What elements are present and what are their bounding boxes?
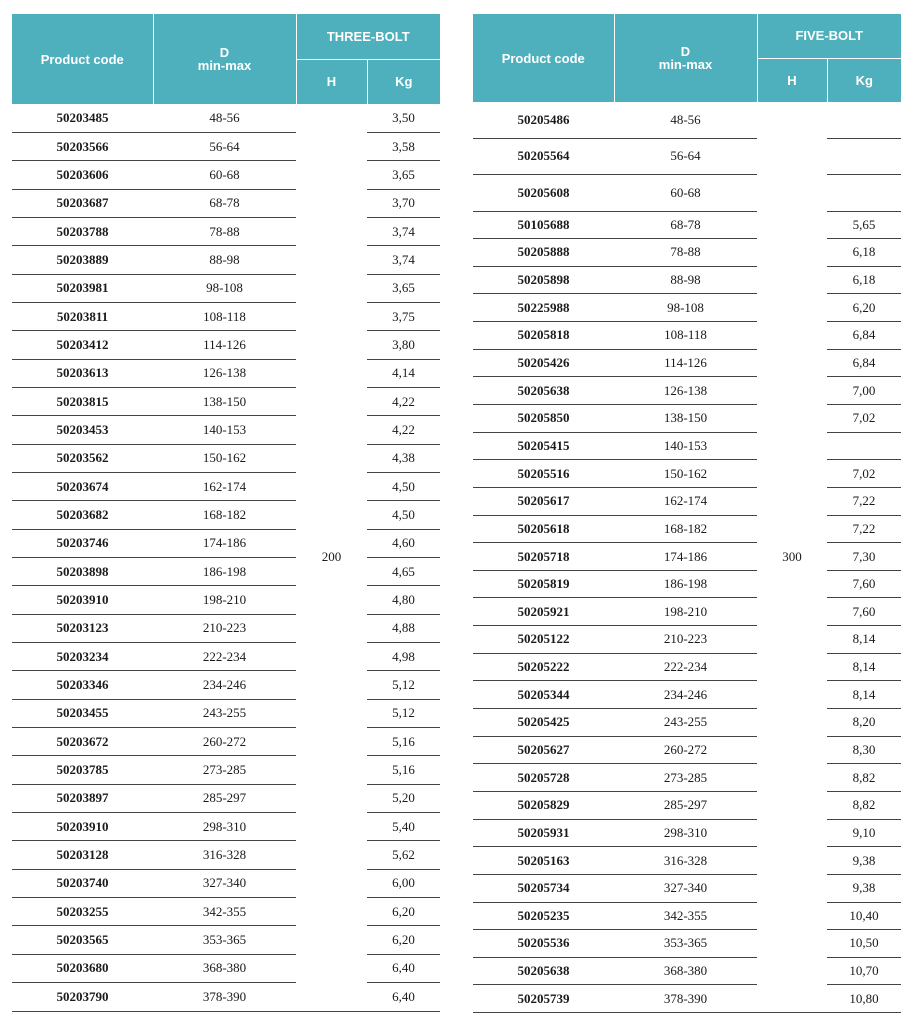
table-row	[473, 432, 901, 460]
product-code-cell: 50205728	[473, 764, 614, 792]
diameter-range-cell: 150-162	[153, 444, 296, 472]
diameter-range-cell: 48-56	[153, 104, 296, 132]
diameter-range-cell: 114-126	[153, 331, 296, 359]
weight-header: Kg	[827, 58, 901, 102]
diameter-range-cell: 243-255	[614, 709, 757, 737]
table-row	[473, 239, 901, 267]
table-row	[12, 954, 440, 982]
diameter-header-label: D	[219, 45, 230, 60]
weight-cell	[827, 102, 901, 138]
product-code-cell: 50203680	[12, 954, 153, 982]
diameter-range-cell: 298-310	[153, 813, 296, 841]
five-bolt-header	[473, 14, 901, 102]
table-row	[12, 274, 440, 302]
table-row	[12, 983, 440, 1011]
product-code-cell: 50203981	[12, 274, 153, 302]
weight-header: Kg	[367, 59, 440, 104]
table-row	[12, 189, 440, 217]
diameter-range-cell: 126-138	[153, 359, 296, 387]
product-code-cell: 50203674	[12, 472, 153, 500]
weight-cell: 3,65	[367, 274, 440, 302]
diameter-range-cell: 327-340	[614, 874, 757, 902]
diameter-range-cell: 98-108	[153, 274, 296, 302]
product-code-cell: 50205638	[473, 377, 614, 405]
weight-cell: 6,20	[367, 898, 440, 926]
product-code-cell: 50205486	[473, 102, 614, 138]
product-code-cell: 50205163	[473, 847, 614, 875]
product-code-cell: 50203682	[12, 501, 153, 529]
diameter-range-cell: 56-64	[153, 132, 296, 160]
weight-cell: 7,22	[827, 515, 901, 543]
diameter-range-cell: 68-78	[614, 211, 757, 239]
table-row	[473, 322, 901, 350]
weight-cell: 6,20	[367, 926, 440, 954]
table-row	[12, 161, 440, 189]
product-code-cell: 50203565	[12, 926, 153, 954]
weight-cell	[827, 138, 901, 175]
table-row	[12, 756, 440, 784]
diameter-range-cell: 342-355	[153, 898, 296, 926]
product-code-cell: 50205344	[473, 681, 614, 709]
diameter-range-cell: 78-88	[614, 239, 757, 267]
table-row	[473, 570, 901, 598]
weight-cell: 3,70	[367, 189, 440, 217]
diameter-range-cell: 353-365	[614, 930, 757, 958]
table-row	[473, 175, 901, 212]
diameter-range-cell: 210-223	[614, 626, 757, 654]
product-code-cell: 50225988	[473, 294, 614, 322]
product-code-cell: 50203566	[12, 132, 153, 160]
table-row	[473, 791, 901, 819]
height-value-cell: 200	[296, 104, 367, 1011]
weight-cell: 7,60	[827, 570, 901, 598]
product-code-cell: 50203687	[12, 189, 153, 217]
weight-cell: 4,88	[367, 614, 440, 642]
diameter-range-cell: 168-182	[153, 501, 296, 529]
weight-cell: 7,02	[827, 404, 901, 432]
three-bolt-table	[12, 14, 440, 1012]
table-row	[473, 294, 901, 322]
weight-cell: 5,12	[367, 671, 440, 699]
weight-cell: 3,58	[367, 132, 440, 160]
product-code-cell: 50203255	[12, 898, 153, 926]
product-code-cell: 50203811	[12, 302, 153, 330]
weight-cell: 5,16	[367, 756, 440, 784]
product-code-cell: 50203889	[12, 246, 153, 274]
weight-cell: 3,80	[367, 331, 440, 359]
table-row	[12, 699, 440, 727]
height-value-cell: 300	[757, 102, 827, 1013]
product-code-cell: 50203234	[12, 643, 153, 671]
product-code-cell: 50205617	[473, 487, 614, 515]
table-row	[473, 764, 901, 792]
weight-cell: 7,60	[827, 598, 901, 626]
diameter-range-cell: 198-210	[153, 586, 296, 614]
diameter-range-cell: 198-210	[614, 598, 757, 626]
product-code-cell: 50205426	[473, 349, 614, 377]
diameter-range-cell: 234-246	[614, 681, 757, 709]
diameter-range-cell: 210-223	[153, 614, 296, 642]
weight-cell: 4,98	[367, 643, 440, 671]
diameter-range-cell: 298-310	[614, 819, 757, 847]
weight-cell: 10,50	[827, 930, 901, 958]
table-row	[12, 472, 440, 500]
weight-cell: 3,74	[367, 217, 440, 245]
weight-cell: 5,16	[367, 728, 440, 756]
table-row	[12, 444, 440, 472]
diameter-range-cell: 273-285	[153, 756, 296, 784]
diameter-range-cell: 88-98	[614, 266, 757, 294]
diameter-range-cell: 186-198	[153, 558, 296, 586]
table-row	[473, 930, 901, 958]
table-row	[473, 377, 901, 405]
weight-cell: 3,50	[367, 104, 440, 132]
table-row	[473, 709, 901, 737]
diameter-range-cell: 353-365	[153, 926, 296, 954]
weight-cell: 4,65	[367, 558, 440, 586]
table-row	[12, 359, 440, 387]
weight-cell: 4,22	[367, 416, 440, 444]
diameter-header-label: D	[680, 44, 691, 59]
product-code-cell: 50205850	[473, 404, 614, 432]
weight-cell: 5,20	[367, 784, 440, 812]
product-code-cell: 50203815	[12, 387, 153, 415]
product-code-cell: 50205415	[473, 432, 614, 460]
table-row	[473, 138, 901, 175]
product-code-cell: 50205921	[473, 598, 614, 626]
diameter-range-cell: 168-182	[614, 515, 757, 543]
diameter-range-cell: 186-198	[614, 570, 757, 598]
table-row	[473, 874, 901, 902]
weight-cell: 8,82	[827, 764, 901, 792]
table-row	[12, 614, 440, 642]
product-code-cell: 50203562	[12, 444, 153, 472]
diameter-range-cell: 108-118	[614, 322, 757, 350]
diameter-range-cell: 342-355	[614, 902, 757, 930]
table-row	[473, 819, 901, 847]
table-row	[12, 784, 440, 812]
product-code-cell: 50203123	[12, 614, 153, 642]
table-row	[12, 217, 440, 245]
diameter-range-cell: 140-153	[614, 432, 757, 460]
table-row	[473, 543, 901, 571]
table-row	[12, 841, 440, 869]
product-code-cell: 50205734	[473, 874, 614, 902]
table-row	[473, 102, 901, 138]
diameter-range-cell: 138-150	[153, 387, 296, 415]
product-code-cell: 50203455	[12, 699, 153, 727]
weight-cell: 10,70	[827, 957, 901, 985]
diameter-range-cell: 140-153	[153, 416, 296, 444]
diameter-range-cell: 273-285	[614, 764, 757, 792]
table-row	[12, 558, 440, 586]
three-bolt-group-header: THREE-BOLT	[296, 14, 440, 59]
diameter-range-cell: 285-297	[614, 791, 757, 819]
diameter-range-cell: 88-98	[153, 246, 296, 274]
table-row	[12, 869, 440, 897]
diameter-range-cell: 378-390	[614, 985, 757, 1013]
weight-cell: 7,30	[827, 543, 901, 571]
product-code-header: Product code	[473, 14, 614, 102]
diameter-header-range: min-max	[197, 58, 252, 73]
product-code-cell: 50203898	[12, 558, 153, 586]
table-row	[473, 487, 901, 515]
table-row	[473, 985, 901, 1013]
product-code-cell: 50205516	[473, 460, 614, 488]
weight-cell: 8,14	[827, 653, 901, 681]
diameter-range-cell: 48-56	[614, 102, 757, 138]
weight-cell: 5,40	[367, 813, 440, 841]
product-code-cell: 50203746	[12, 529, 153, 557]
weight-cell: 4,22	[367, 387, 440, 415]
diameter-header	[614, 14, 757, 102]
product-code-cell: 50203613	[12, 359, 153, 387]
diameter-range-cell: 78-88	[153, 217, 296, 245]
diameter-range-cell: 378-390	[153, 983, 296, 1011]
diameter-range-cell: 150-162	[614, 460, 757, 488]
table-row	[473, 211, 901, 239]
product-code-cell: 50203606	[12, 161, 153, 189]
table-row	[473, 653, 901, 681]
weight-cell	[827, 432, 901, 460]
diameter-range-cell: 222-234	[153, 643, 296, 671]
weight-cell: 8,20	[827, 709, 901, 737]
table-row	[473, 266, 901, 294]
diameter-range-cell: 60-68	[153, 161, 296, 189]
product-code-cell: 50205819	[473, 570, 614, 598]
product-code-cell: 50203412	[12, 331, 153, 359]
table-row	[12, 302, 440, 330]
product-code-cell: 50205818	[473, 322, 614, 350]
weight-cell: 8,82	[827, 791, 901, 819]
table-row	[473, 736, 901, 764]
table-row	[12, 416, 440, 444]
table-row	[12, 104, 440, 132]
weight-cell: 6,84	[827, 349, 901, 377]
diameter-header	[153, 14, 296, 104]
weight-cell: 5,62	[367, 841, 440, 869]
diameter-range-cell: 368-380	[153, 954, 296, 982]
product-code-cell: 50203740	[12, 869, 153, 897]
table-row	[12, 643, 440, 671]
weight-cell: 6,00	[367, 869, 440, 897]
product-code-cell: 50203346	[12, 671, 153, 699]
product-code-header: Product code	[12, 14, 153, 104]
diameter-range-cell: 98-108	[614, 294, 757, 322]
product-code-cell: 50205888	[473, 239, 614, 267]
weight-cell	[827, 175, 901, 212]
diameter-range-cell: 243-255	[153, 699, 296, 727]
diameter-range-cell: 174-186	[614, 543, 757, 571]
diameter-range-cell: 234-246	[153, 671, 296, 699]
table-row	[473, 957, 901, 985]
product-code-cell: 50205122	[473, 626, 614, 654]
weight-cell: 10,40	[827, 902, 901, 930]
table-row	[12, 529, 440, 557]
diameter-range-cell: 162-174	[614, 487, 757, 515]
product-code-cell: 50205638	[473, 957, 614, 985]
product-code-cell: 50203910	[12, 813, 153, 841]
product-code-cell: 50203788	[12, 217, 153, 245]
diameter-range-cell: 316-328	[614, 847, 757, 875]
product-code-cell: 50205564	[473, 138, 614, 175]
product-code-cell: 50205931	[473, 819, 614, 847]
weight-cell: 6,18	[827, 266, 901, 294]
table-row	[473, 681, 901, 709]
table-row	[12, 501, 440, 529]
diameter-range-cell: 316-328	[153, 841, 296, 869]
diameter-range-cell: 126-138	[614, 377, 757, 405]
product-code-cell: 50205536	[473, 930, 614, 958]
weight-cell: 6,40	[367, 954, 440, 982]
weight-cell: 7,00	[827, 377, 901, 405]
product-code-cell: 50203790	[12, 983, 153, 1011]
diameter-header-range: min-max	[658, 57, 713, 72]
diameter-range-cell: 260-272	[614, 736, 757, 764]
product-code-cell: 50205898	[473, 266, 614, 294]
weight-cell: 6,20	[827, 294, 901, 322]
weight-cell: 4,80	[367, 586, 440, 614]
weight-cell: 4,60	[367, 529, 440, 557]
weight-cell: 3,65	[367, 161, 440, 189]
diameter-range-cell: 260-272	[153, 728, 296, 756]
five-bolt-group-header: FIVE-BOLT	[757, 14, 901, 58]
weight-cell: 3,75	[367, 302, 440, 330]
product-code-cell: 50205739	[473, 985, 614, 1013]
table-row	[473, 902, 901, 930]
height-header: H	[296, 59, 367, 104]
weight-cell: 4,50	[367, 472, 440, 500]
diameter-range-cell: 60-68	[614, 175, 757, 212]
product-code-cell: 50205222	[473, 653, 614, 681]
diameter-range-cell: 68-78	[153, 189, 296, 217]
weight-cell: 6,18	[827, 239, 901, 267]
diameter-range-cell: 138-150	[614, 404, 757, 432]
weight-cell: 7,02	[827, 460, 901, 488]
diameter-range-cell: 368-380	[614, 957, 757, 985]
table-row	[12, 132, 440, 160]
diameter-range-cell: 174-186	[153, 529, 296, 557]
weight-cell: 9,38	[827, 847, 901, 875]
weight-cell: 9,10	[827, 819, 901, 847]
weight-cell: 10,80	[827, 985, 901, 1013]
table-row	[473, 598, 901, 626]
weight-cell: 8,14	[827, 626, 901, 654]
three-bolt-body	[12, 104, 440, 1011]
product-code-cell: 50203485	[12, 104, 153, 132]
weight-cell: 5,65	[827, 211, 901, 239]
weight-cell: 3,74	[367, 246, 440, 274]
product-code-cell: 50203128	[12, 841, 153, 869]
product-code-cell: 50203453	[12, 416, 153, 444]
table-row	[12, 926, 440, 954]
weight-cell: 4,38	[367, 444, 440, 472]
weight-cell: 8,30	[827, 736, 901, 764]
diameter-range-cell: 56-64	[614, 138, 757, 175]
weight-cell: 5,12	[367, 699, 440, 727]
table-row	[12, 387, 440, 415]
diameter-range-cell: 108-118	[153, 302, 296, 330]
product-code-cell: 50205425	[473, 709, 614, 737]
weight-cell: 4,50	[367, 501, 440, 529]
table-row	[473, 515, 901, 543]
product-code-cell: 50205235	[473, 902, 614, 930]
diameter-range-cell: 114-126	[614, 349, 757, 377]
five-bolt-body	[473, 102, 901, 1013]
table-row	[12, 331, 440, 359]
weight-cell: 9,38	[827, 874, 901, 902]
five-bolt-table	[473, 14, 901, 1013]
product-code-cell: 50203672	[12, 728, 153, 756]
table-row	[473, 404, 901, 432]
diameter-range-cell: 222-234	[614, 653, 757, 681]
table-row	[473, 626, 901, 654]
diameter-range-cell: 162-174	[153, 472, 296, 500]
table-row	[473, 349, 901, 377]
product-code-cell: 50205829	[473, 791, 614, 819]
product-code-cell: 50203910	[12, 586, 153, 614]
table-row	[12, 813, 440, 841]
product-code-cell: 50205608	[473, 175, 614, 212]
product-code-cell: 50203897	[12, 784, 153, 812]
weight-cell: 8,14	[827, 681, 901, 709]
weight-cell: 4,14	[367, 359, 440, 387]
table-row	[473, 847, 901, 875]
weight-cell: 6,40	[367, 983, 440, 1011]
weight-cell: 6,84	[827, 322, 901, 350]
product-code-cell: 50205718	[473, 543, 614, 571]
table-row	[12, 898, 440, 926]
diameter-range-cell: 327-340	[153, 869, 296, 897]
table-row	[473, 460, 901, 488]
table-row	[12, 246, 440, 274]
three-bolt-header	[12, 14, 440, 104]
diameter-range-cell: 285-297	[153, 784, 296, 812]
weight-cell: 7,22	[827, 487, 901, 515]
product-code-cell: 50205618	[473, 515, 614, 543]
table-row	[12, 671, 440, 699]
product-code-cell: 50105688	[473, 211, 614, 239]
product-code-cell: 50205627	[473, 736, 614, 764]
product-code-cell: 50203785	[12, 756, 153, 784]
height-header: H	[757, 58, 827, 102]
table-row	[12, 586, 440, 614]
table-row	[12, 728, 440, 756]
